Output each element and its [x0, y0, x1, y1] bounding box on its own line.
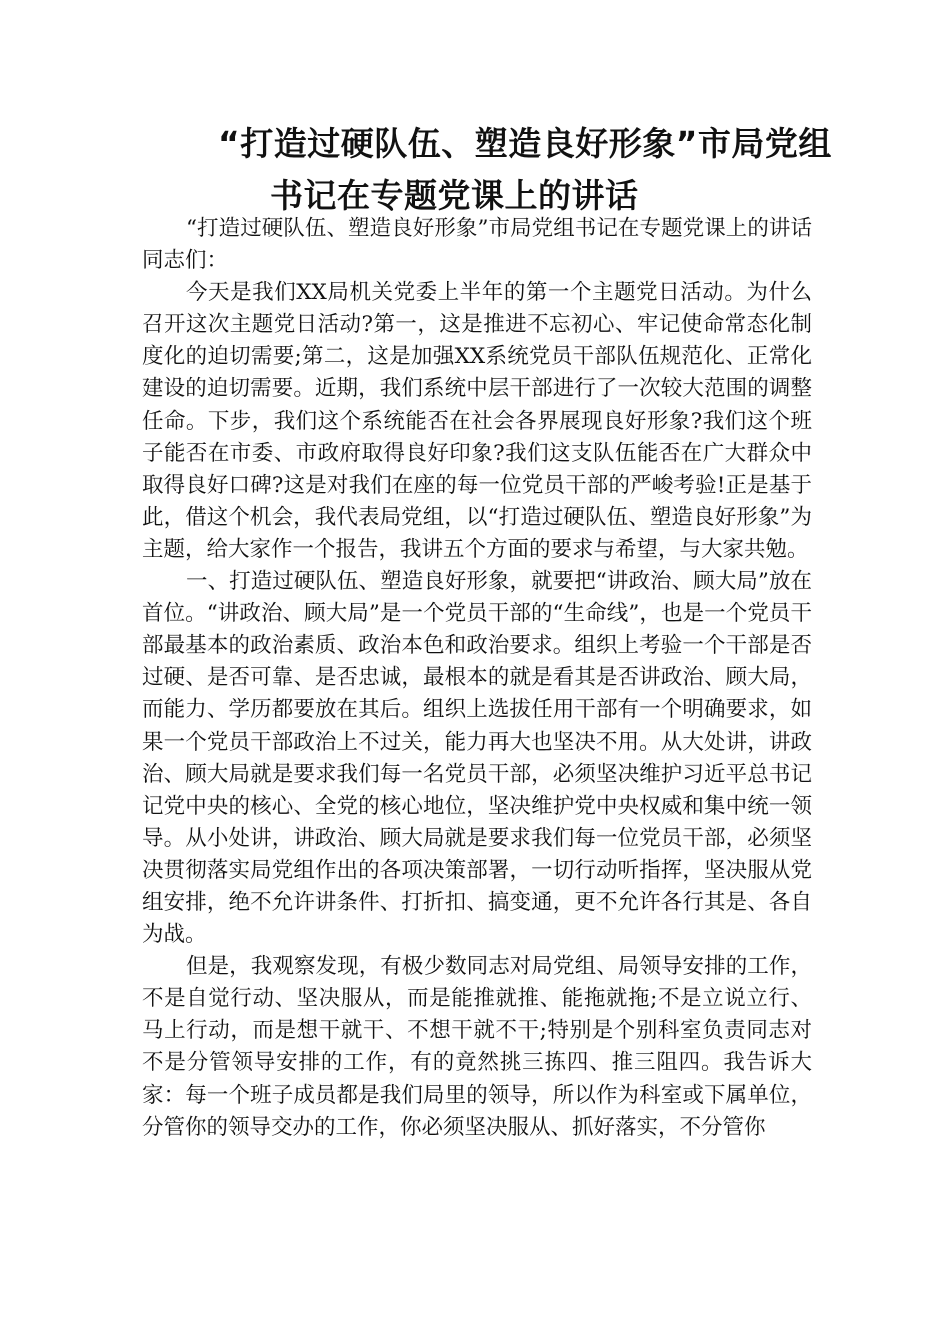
title-line-1: “打造过硬队伍、塑造良好形象”市局党组 [218, 124, 832, 163]
document-body [142, 213, 812, 1144]
title-line-2: 书记在专题党课上的讲话 [270, 176, 639, 215]
document-title [140, 118, 832, 222]
paragraph-section-one: 一、打造过硬队伍、塑造良好形象，就要把“讲政治、顾大局”放在首位。“讲政治、顾大局”是一个党员干部的“生命线”，也是一个党员干部最基本的政治素质、政治本色和政治要求。组织上考验一个干部是否过硬、是否可靠、是否忠诚，最根本的就是看其是否讲政治、顾大局，而能力、学历都要放在其后。组织上选拔任用干部有一个明确要求，如果一个党员干部政治上不过关，能力再大也坚决不用。从大处讲，讲政治、顾大局就是要求我们每一名党员干部，必须坚决维护习近平总书记记党中央的核心、全党的核心地位，坚决维护党中央权威和集中统一领导。从小处讲，讲政治、顾大局就是要求我们每一位党员干部，必须坚决贯彻落实局党组作出的各项决策部署，一切行动听指挥，坚决服从党组安排，绝不允许讲条件、打折扣、搞变通，更不允许各行其是、各自为战。 [142, 569, 812, 948]
paragraph-intro: 今天是我们XX局机关党委上半年的第一个主题党日活动。为什么召开这次主题党日活动?第一，这是推进不忘初心、牢记使命常态化制度化的迫切需要;第二，这是加强XX系统党员干部队伍规范化、正常化建设的迫切需要。近期，我们系统中层干部进行了一次较大范围的调整任命。下步，我们这个系统能否在社会各界展现良好形象?我们这个班子能否在市委、市政府取得良好印象?我们这支队伍能否在广大群众中取得良好口碑?这是对我们在座的每一位党员干部的严峻考验!正是基于此，借这个机会，我代表局党组，以“打造过硬队伍、塑造良好形象”为主题，给大家作一个报告，我讲五个方面的要求与希望，与大家共勉。 [142, 280, 812, 562]
paragraph-observation: 但是，我观察发现，有极少数同志对局党组、局领导安排的工作，不是自觉行动、坚决服从，而是能推就推、能拖就拖;不是立说立行、马上行动，而是想干就干、不想干就不干;特别是个别科室负责同志对不是分管领导安排的工作，有的竟然挑三拣四、推三阻四。我告诉大家：每一个班子成员都是我们局里的领导，所以作为科室或下属单位，分管你的领导交办的工作，你必须坚决服从、抓好落实，不分管你 [142, 954, 812, 1140]
paragraph-greeting: “打造过硬队伍、塑造良好形象”市局党组书记在专题党课上的讲话同志们： [142, 216, 812, 274]
